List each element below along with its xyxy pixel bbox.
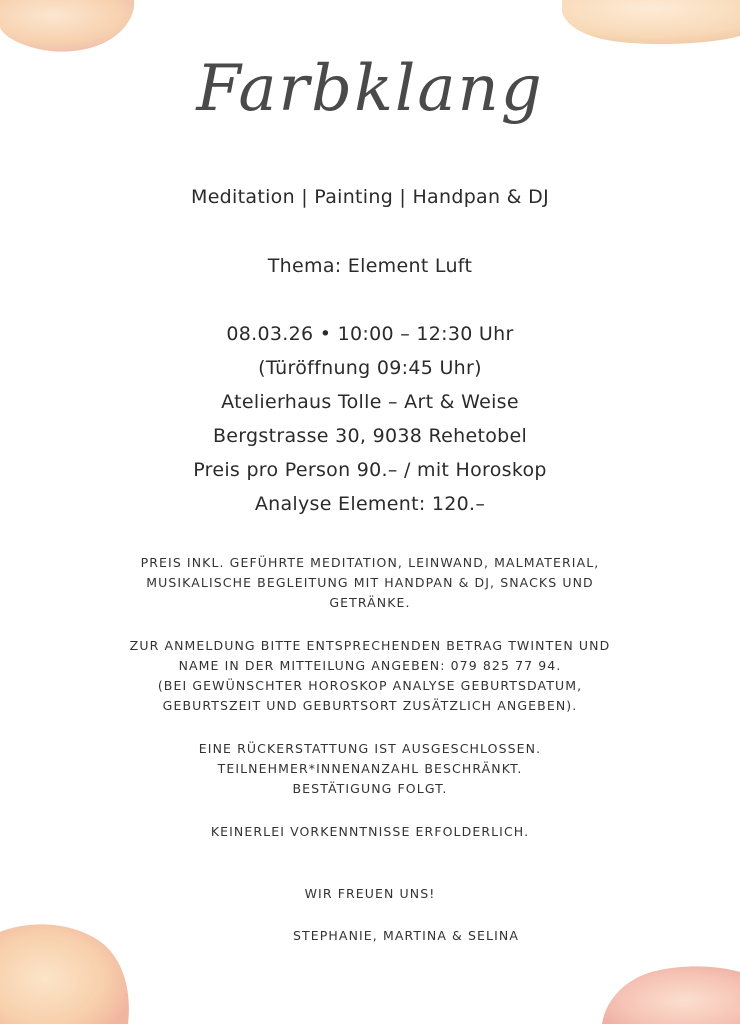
watercolor-top-left bbox=[0, 0, 140, 60]
included-info bbox=[0, 553, 740, 613]
watercolor-top-right bbox=[560, 0, 740, 50]
registration-line: NAME IN DER MITTEILUNG ANGEBEN: 079 825 77 94. bbox=[178, 658, 562, 673]
registration-line: (BEI GEWÜNSCHTER HOROSKOP ANALYSE GEBURTSDATUM, bbox=[157, 678, 583, 693]
subtitle: Meditation | Painting | Handpan & DJ bbox=[191, 186, 549, 208]
included-line: PREIS INKL. GEFÜHRTE MEDITATION, LEINWAND, MALMATERIAL, bbox=[140, 555, 600, 570]
signature bbox=[36, 926, 740, 946]
venue: Atelierhaus Tolle – Art & Weise bbox=[221, 391, 519, 413]
policy-line: EINE RÜCKERSTATTUNG IST AUSGESCHLOSSEN. bbox=[198, 741, 542, 756]
closing bbox=[0, 884, 740, 904]
policy-line: BESTÄTIGUNG FOLGT. bbox=[292, 781, 448, 796]
price-line-1: Preis pro Person 90.– / mit Horoskop bbox=[193, 459, 547, 481]
theme: Thema: Element Luft bbox=[267, 255, 473, 277]
included-line: MUSIKALISCHE BEGLEITUNG MIT HANDPAN & DJ, SNACKS UND bbox=[146, 575, 594, 590]
registration-line: GEBURTSZEIT UND GEBURTSORT ZUSÄTZLICH ANGEBEN). bbox=[162, 698, 578, 713]
policy-line: TEILNEHMER*INNENANZAHL BESCHRÄNKT. bbox=[217, 761, 523, 776]
address: Bergstrasse 30, 9038 Rehetobel bbox=[212, 425, 528, 447]
policy-info bbox=[0, 739, 740, 799]
included-line: GETRÄNKE. bbox=[329, 595, 411, 610]
price-line-2: Analyse Element: 120.– bbox=[254, 493, 486, 515]
closing-line: WIR FREUEN UNS! bbox=[304, 886, 436, 901]
registration-line: ZUR ANMELDUNG BITTE ENTSPRECHENDEN BETRAG TWINTEN UND bbox=[129, 638, 611, 653]
no-prior-knowledge bbox=[0, 822, 740, 842]
watercolor-bottom-right bbox=[598, 958, 740, 1024]
registration-info bbox=[0, 636, 740, 716]
door-opening: (Türöffnung 09:45 Uhr) bbox=[258, 357, 482, 379]
signature-line: STEPHANIE, MARTINA & SELINA bbox=[293, 928, 519, 943]
event-title: Farbklang bbox=[196, 52, 544, 126]
no-prior-line: KEINERLEI VORKENNTNISSE ERFOLDERLICH. bbox=[210, 824, 530, 839]
date-time: 08.03.26 • 10:00 – 12:30 Uhr bbox=[226, 323, 514, 345]
